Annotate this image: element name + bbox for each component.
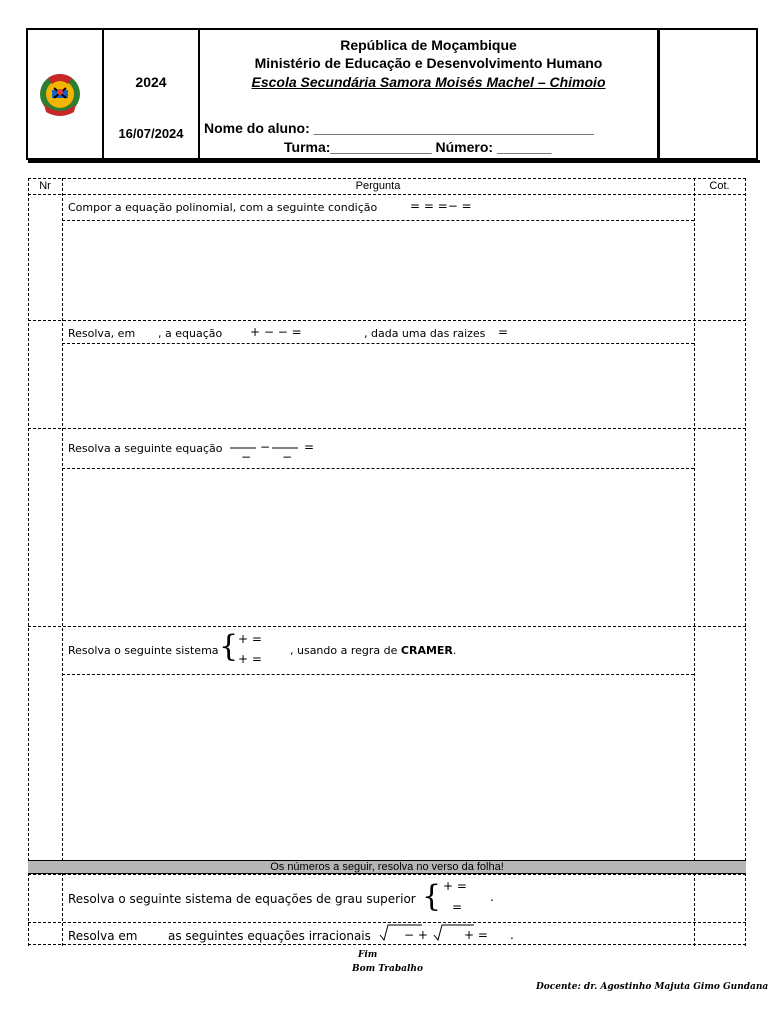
blank-cell bbox=[660, 30, 756, 158]
row-line bbox=[28, 874, 746, 875]
question-3-minus: − bbox=[260, 440, 271, 454]
question-4-period: . bbox=[452, 644, 457, 657]
row-line bbox=[28, 320, 746, 321]
table-top-line bbox=[28, 178, 746, 179]
fim-label: Fim bbox=[358, 950, 378, 960]
table-border-right bbox=[745, 178, 746, 946]
question-1-text: Compor a equação polinomial, com a seguinte condição bbox=[68, 201, 378, 214]
column-header-nr: Nr bbox=[39, 180, 51, 192]
column-header-question: Pergunta bbox=[355, 180, 401, 192]
question-5-row-1: + = bbox=[443, 879, 467, 893]
teacher-signature: Docente: dr. Agostinho Majuta Gimo Gundana bbox=[536, 982, 768, 992]
question-6-text-a: Resolva em bbox=[68, 929, 138, 943]
question-6-symbols-2: + = bbox=[464, 928, 488, 942]
document-header bbox=[26, 28, 758, 160]
question-6-text-b: as seguintes equações irracionais bbox=[168, 929, 371, 943]
country-title: República de Moçambique bbox=[340, 37, 517, 53]
question-5-row-2: = bbox=[452, 900, 463, 914]
table-border-left bbox=[28, 178, 29, 946]
question-4-method: CRAMER bbox=[400, 644, 453, 657]
class-number-field[interactable]: Turma:_____________ Número: _______ bbox=[284, 139, 552, 155]
question-4-text-b-label: , usando a regra de bbox=[290, 644, 398, 657]
q4-answer-line bbox=[62, 674, 694, 675]
q3-answer-line bbox=[62, 468, 694, 469]
question-2-symbols: + − − = bbox=[250, 325, 302, 339]
row-line bbox=[28, 626, 746, 627]
date-cell bbox=[104, 30, 200, 158]
header-bottom-line bbox=[28, 194, 746, 195]
question-3-den-1: − bbox=[241, 450, 252, 464]
question-2-text-a: Resolva, em bbox=[68, 327, 136, 340]
system-brace-icon-2: { bbox=[422, 879, 442, 914]
mozambique-emblem-icon bbox=[34, 68, 86, 120]
bom-trabalho-label: Bom Trabalho bbox=[352, 964, 423, 974]
title-cell bbox=[200, 30, 660, 158]
exam-year: 2024 bbox=[135, 74, 167, 90]
column-header-score: Cot. bbox=[709, 180, 730, 192]
row-line bbox=[28, 428, 746, 429]
question-2-text-c: , dada uma das raizes bbox=[364, 327, 486, 340]
school-title: Escola Secundária Samora Moisés Machel – Chimoio bbox=[251, 74, 606, 90]
question-4-text-b bbox=[290, 644, 456, 657]
exam-date: 16/07/2024 bbox=[118, 126, 184, 141]
system-brace-icon: { bbox=[219, 629, 239, 664]
table-divider-cot bbox=[694, 178, 695, 946]
question-4-row-2: + = bbox=[238, 652, 262, 666]
question-2-text-b: , a equação bbox=[158, 327, 223, 340]
verso-note: Os números a seguir, resolva no verso da folha! bbox=[28, 860, 746, 874]
question-4-row-1: + = bbox=[238, 632, 262, 646]
questions-table bbox=[28, 178, 746, 946]
question-6-symbols: − + bbox=[404, 928, 428, 942]
question-3-equals: = bbox=[304, 440, 315, 454]
question-1-symbols: = = =− = bbox=[410, 199, 472, 213]
q1-answer-line bbox=[62, 220, 694, 221]
question-6-end: . bbox=[510, 928, 514, 942]
question-2-eq: = bbox=[498, 325, 509, 339]
emblem-cell bbox=[28, 30, 104, 158]
question-3-text: Resolva a seguinte equação bbox=[68, 442, 223, 455]
question-4-text-a: Resolva o seguinte sistema bbox=[68, 644, 219, 657]
q2-answer-line bbox=[62, 343, 694, 344]
ministry-title: Ministério de Educação e Desenvolvimento Humano bbox=[254, 55, 603, 71]
table-bottom-line bbox=[28, 944, 746, 945]
table-divider-nr bbox=[62, 178, 63, 946]
question-3-den-2: − bbox=[282, 450, 293, 464]
student-name-field[interactable]: Nome do aluno: ____________________________________ bbox=[204, 120, 594, 136]
question-5-end: . bbox=[490, 890, 494, 904]
question-5-text: Resolva o seguinte sistema de equações de grau superior bbox=[68, 892, 416, 906]
